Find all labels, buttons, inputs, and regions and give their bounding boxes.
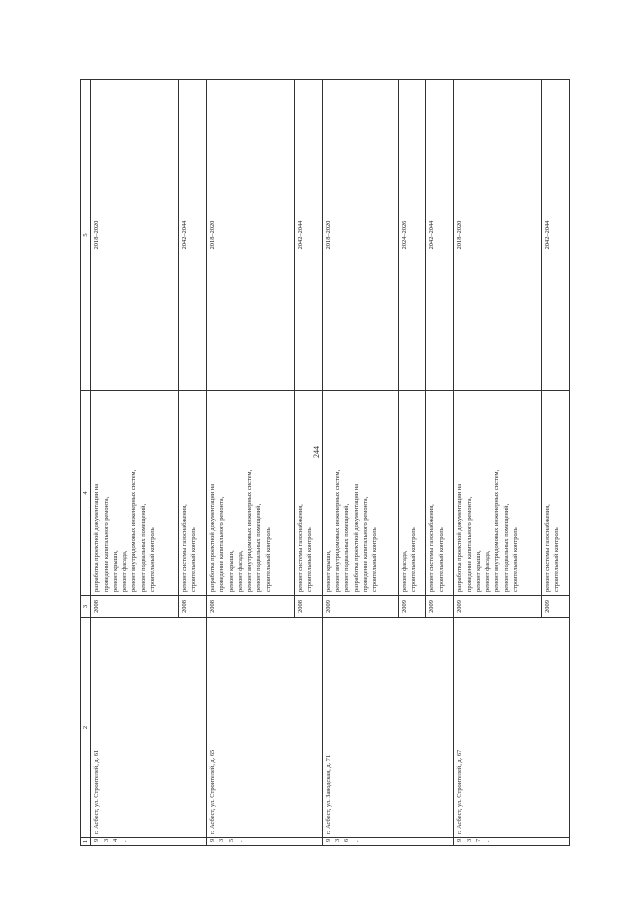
repair-period: 2018–2020: [206, 80, 294, 391]
work-item: ремонт системы газоснабжения,: [544, 504, 552, 592]
work-item: строительный контроль: [437, 527, 445, 592]
work-item: ремонт фасада,: [484, 550, 492, 592]
build-year: 2009: [454, 596, 542, 618]
building-address: г. Асбест, ул. Строителей, д. 65: [206, 618, 322, 838]
repair-period: 2042–2044: [294, 80, 322, 391]
entry-number: 937.: [454, 838, 570, 846]
repair-period: 2042–2044: [426, 80, 454, 391]
work-item: строительный контроль: [148, 527, 156, 592]
work-item: проведение капитального ремонта,: [465, 496, 473, 592]
works-list: [294, 391, 322, 596]
work-item: ремонт внутридомовых инженерных систем,: [333, 469, 341, 592]
work-item: ремонт крыши,: [227, 550, 235, 592]
work-item: проведение капитального ремонта,: [361, 496, 369, 592]
column-header: 2: [81, 618, 91, 838]
build-year: 2009: [426, 596, 454, 618]
work-item: ремонт системы газоснабжения,: [296, 504, 304, 592]
work-item: ремонт крыши,: [111, 550, 119, 592]
work-item: строительный контроль: [553, 527, 561, 592]
repair-period: 2042–2044: [542, 80, 570, 391]
repair-schedule-table: [80, 80, 570, 846]
work-item: строительный контроль: [190, 527, 198, 592]
work-item: ремонт крыши,: [324, 550, 332, 592]
works-list: [179, 391, 207, 596]
repair-period: 2042–2044: [179, 80, 207, 391]
build-year: 2008: [206, 596, 294, 618]
building-address: г. Асбест, ул. Строителей, д. 61: [91, 618, 207, 838]
work-item: ремонт системы газоснабжения,: [181, 504, 189, 592]
entry-number: 934.: [91, 838, 207, 846]
entry-number: 936.: [322, 838, 454, 846]
work-item: проведение капитального ремонта,: [102, 496, 110, 592]
work-item: проведение капитального ремонта,: [218, 496, 226, 592]
column-header: 4: [81, 391, 91, 596]
repair-period: 2018–2020: [91, 80, 179, 391]
build-year: 2008: [294, 596, 322, 618]
work-item: ремонт крыши,: [474, 550, 482, 592]
work-item: строительный контроль: [306, 527, 314, 592]
work-item: ремонт фасада,: [121, 550, 129, 592]
repair-period: 2024–2026: [398, 80, 426, 391]
work-item: разработка проектной документации на: [93, 483, 101, 592]
works-list: [398, 391, 426, 596]
works-list: [454, 391, 542, 596]
work-item: разработка проектной документации на: [208, 483, 216, 592]
work-item: ремонт фасада,: [400, 550, 408, 592]
works-list: [426, 391, 454, 596]
build-year: 2008: [179, 596, 207, 618]
work-item: ремонт внутридомовых инженерных систем,: [493, 469, 501, 592]
entry-number: 935.: [206, 838, 322, 846]
column-header: 3: [81, 596, 91, 618]
table-row: [454, 80, 542, 846]
works-list: [542, 391, 570, 596]
work-item: ремонт подвальных помещений,: [343, 503, 351, 592]
works-list: [322, 391, 398, 596]
work-item: ремонт подвальных помещений,: [139, 503, 147, 592]
building-address: г. Асбест, ул. Заводская, д. 71: [322, 618, 454, 838]
works-list: [206, 391, 294, 596]
work-item: ремонт внутридомовых инженерных систем,: [246, 469, 254, 592]
work-item: строительный контроль: [371, 527, 379, 592]
work-item: разработка проектной документации на: [456, 483, 464, 592]
build-year: 2009: [542, 596, 570, 618]
work-item: ремонт системы газоснабжения,: [428, 504, 436, 592]
work-item: ремонт внутридомовых инженерных систем,: [130, 469, 138, 592]
work-item: ремонт подвальных помещений,: [502, 503, 510, 592]
work-item: ремонт фасада,: [236, 550, 244, 592]
table-row: [322, 80, 398, 846]
works-list: [91, 391, 179, 596]
repair-period: 2018–2020: [454, 80, 542, 391]
table-row: [206, 80, 294, 846]
column-header: 1: [81, 838, 91, 846]
build-year: 2008: [91, 596, 179, 618]
work-item: строительный контроль: [409, 527, 417, 592]
building-address: г. Асбест, ул. Строителей, д. 67: [454, 618, 570, 838]
build-year: 2009: [322, 596, 398, 618]
work-item: строительный контроль: [264, 527, 272, 592]
work-item: разработка проектной документации на: [352, 483, 360, 592]
build-year: 2009: [398, 596, 426, 618]
table-row: [91, 80, 179, 846]
table-header-row: [81, 80, 91, 846]
column-header: 5: [81, 80, 91, 391]
repair-period: 2018–2020: [322, 80, 398, 391]
work-item: ремонт подвальных помещений,: [255, 503, 263, 592]
work-item: строительный контроль: [511, 527, 519, 592]
page-number: 244: [312, 446, 321, 458]
